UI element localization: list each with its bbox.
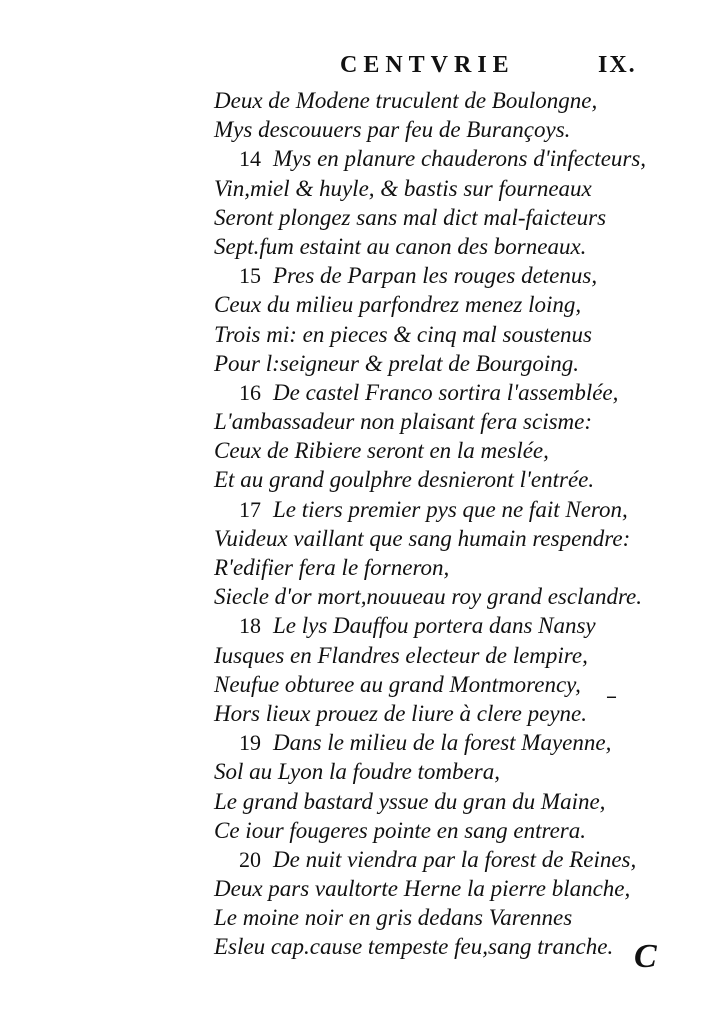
verse-line: L'ambassadeur non plaisant fera scisme:	[214, 409, 593, 435]
verse-line: Hors lieux prouez de liure à clere peyne.	[214, 700, 587, 726]
running-title: CENTVRIE	[340, 52, 515, 78]
verse-line: Et au grand goulphre desnieront l'entrée.	[214, 467, 595, 493]
verse-line: Pour l:seigneur & prelat de Bourgoing.	[214, 350, 579, 376]
page-header	[0, 50, 708, 84]
verse-line: Ceux de Ribiere seront en la meslée,	[214, 438, 549, 464]
verse-line: Deux de Modene truculent de Boulongne,	[214, 88, 598, 113]
verse-line: Ceux du milieu parfondrez menez loing,	[214, 292, 582, 318]
quatrain-14-line-1: 14 Mys en planure chauderons d'infecteurs,	[239, 146, 647, 172]
verse-line: Deux pars vaultorte Herne la pierre blanche,	[214, 876, 631, 902]
quatrain-20-line-1: 20 De nuit viendra par la forest de Reines,	[239, 846, 637, 872]
verse-line: Siecle d'or mort,nouueau roy grand esclandre.	[214, 584, 643, 610]
quatrain-number: 20	[239, 846, 261, 872]
verse-line: Neufue obturee au grand Montmorency,	[214, 671, 581, 697]
verse-line: Le grand bastard yssue du gran du Maine,	[214, 788, 606, 814]
margin-dash: –	[606, 684, 617, 709]
verse-line: Vuideux vaillant que sang humain respendre:	[214, 525, 631, 551]
quatrain-number: 14	[239, 146, 261, 172]
verse-line: R'edifier fera le forneron,	[214, 555, 450, 580]
verse-line: Sept.fum estaint au canon des borneaux.	[214, 233, 587, 259]
verse-line: Ce iour fougeres pointe en sang entrera.	[214, 817, 586, 843]
quatrain-18-line-1: 18 Le lys Dauffou portera dans Nansy	[239, 613, 596, 639]
verse-line: Seront plongez sans mal dict mal-faicteurs	[214, 204, 607, 230]
folio-number: IX.	[598, 52, 637, 78]
verse-line: Esleu cap.cause tempeste feu,sang tranche.	[214, 934, 614, 960]
verse-line: Vin,miel & huyle, & bastis sur fourneaux	[214, 175, 592, 201]
quatrain-16-line-1: 16 De castel Franco sortira l'assemblée,	[239, 379, 619, 405]
verse-line: Sol au Lyon la foudre tombera,	[214, 759, 500, 785]
verse-line: Le moine noir en gris dedans Varennes	[214, 905, 573, 931]
quatrain-17-line-1: 17 Le tiers premier pys que ne fait Neron,	[239, 496, 628, 522]
catchword: C	[634, 938, 657, 975]
quatrain-number: 15	[239, 263, 261, 289]
verse-line: Iusques en Flandres electeur de lempire,	[214, 642, 588, 668]
verse-line: Mys descouuers par feu de Burançoys.	[214, 117, 571, 143]
verse-line: Trois mi: en pieces & cinq mal soustenus	[214, 321, 592, 347]
quatrain-number: 17	[239, 496, 261, 522]
quatrain-number: 16	[239, 379, 261, 405]
quatrain-15-line-1: 15 Pres de Parpan les rouges detenus,	[239, 263, 598, 289]
quatrain-19-line-1: 19 Dans le milieu de la forest Mayenne,	[239, 730, 612, 756]
verse-text	[0, 86, 708, 962]
quatrain-number: 19	[239, 730, 261, 756]
quatrain-number: 18	[239, 613, 261, 639]
